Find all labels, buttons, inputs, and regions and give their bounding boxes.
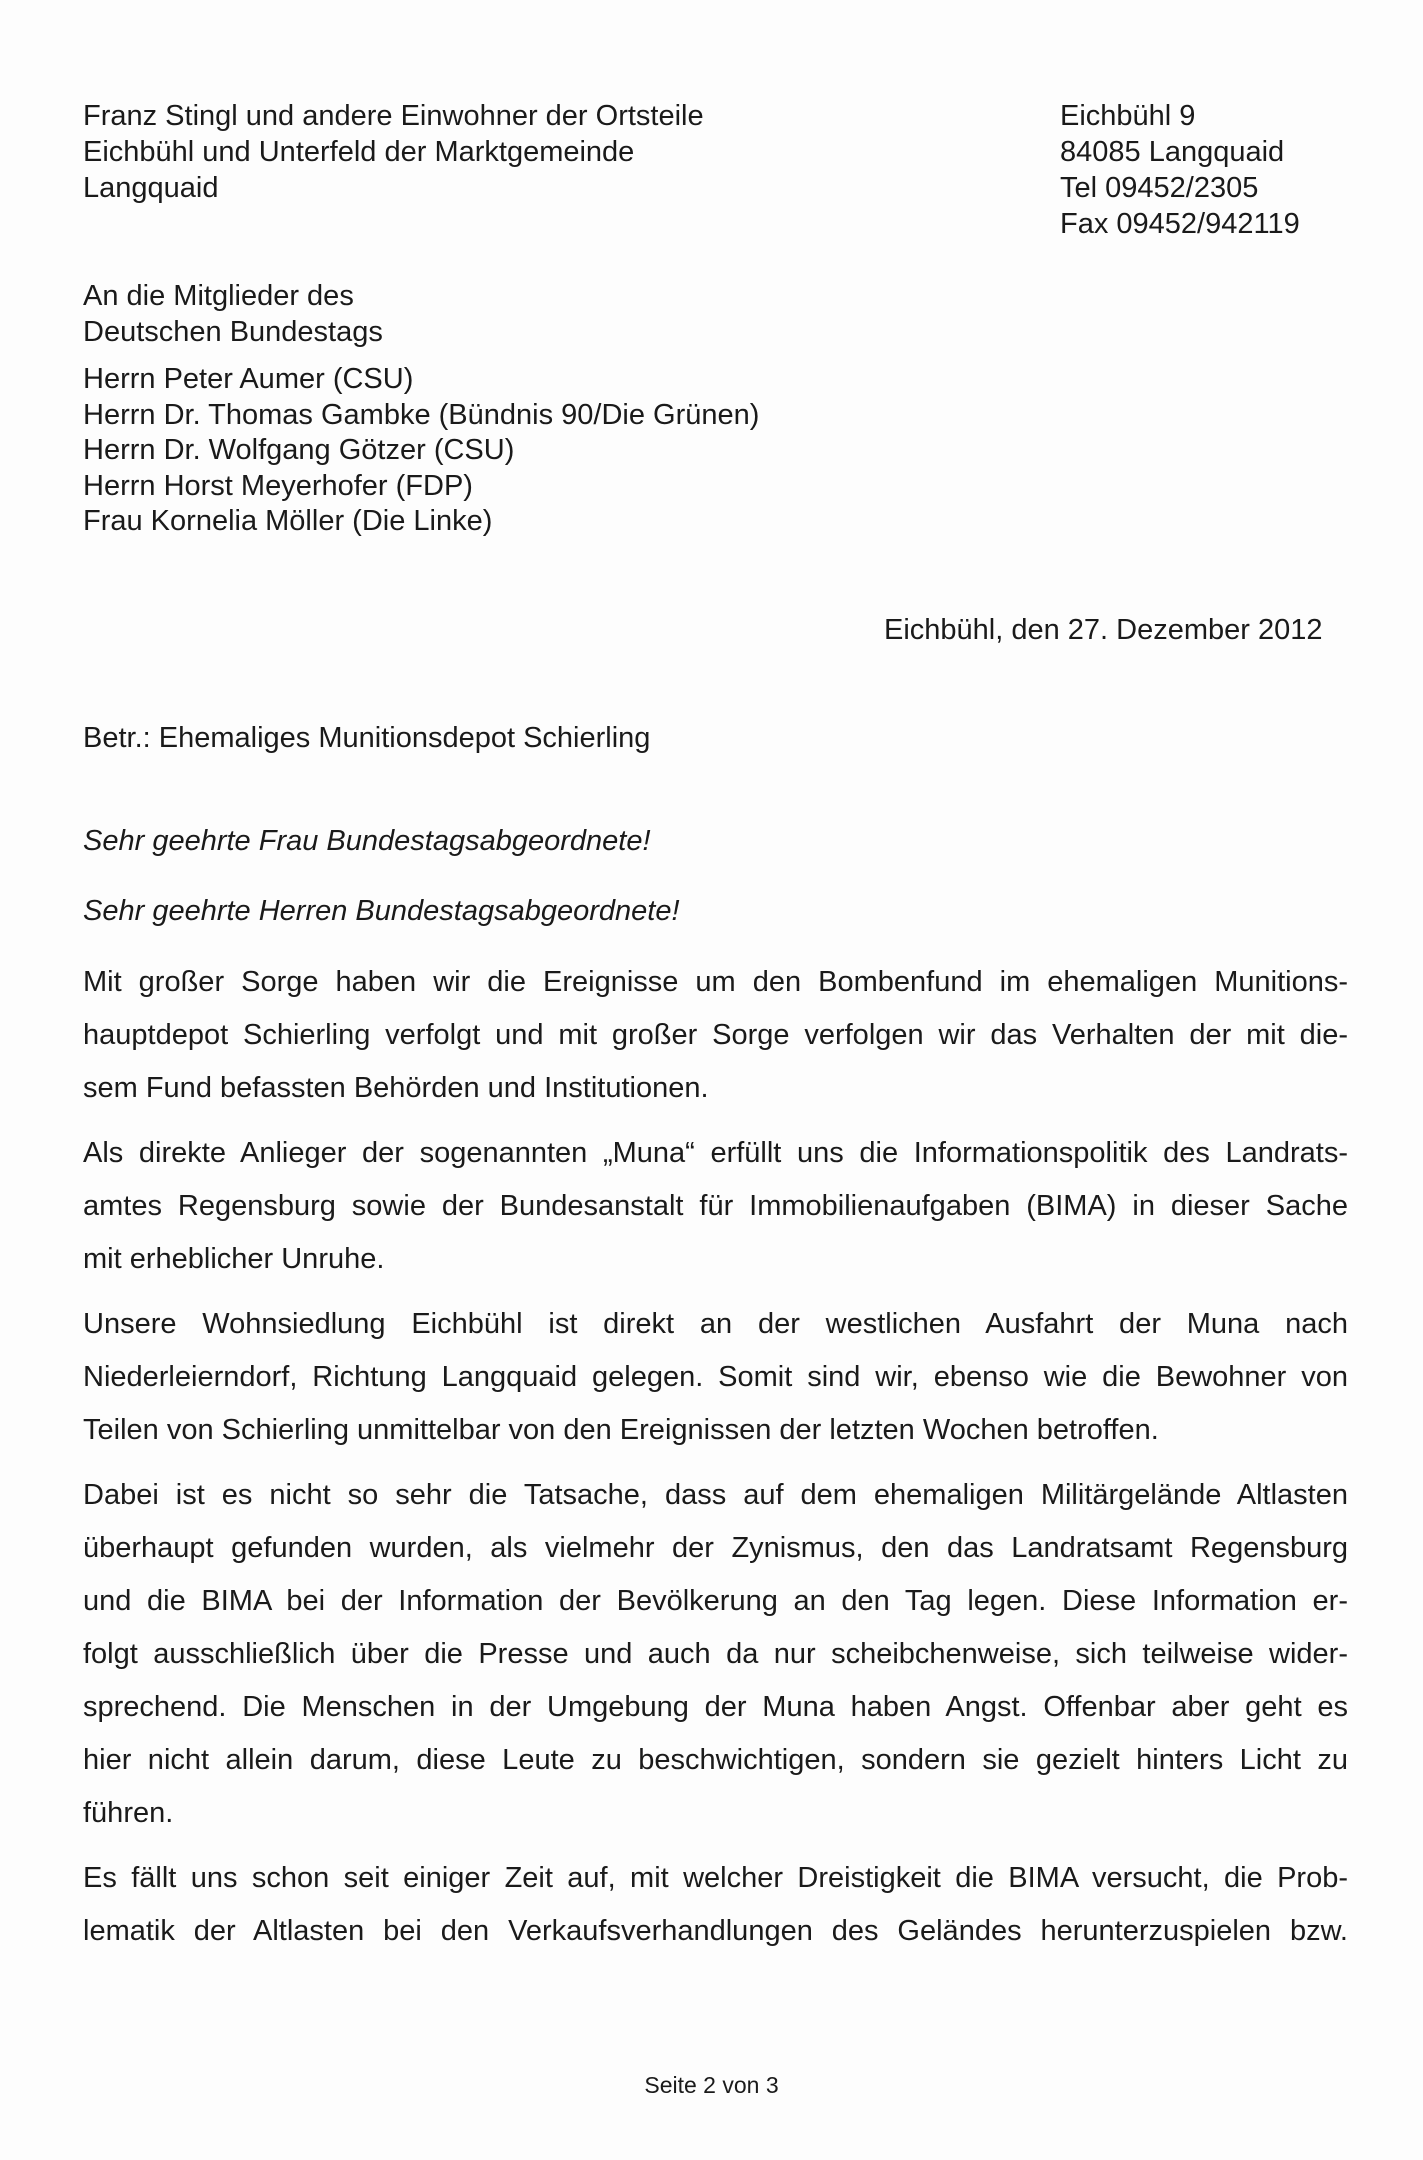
- recipient-name: Herrn Dr. Thomas Gambke (Bündnis 90/Die Grünen): [83, 398, 760, 431]
- body-line: amtes Regensburg sowie der Bundesanstalt für Immobilienaufgaben (BIMA) in dieser Sache: [83, 1190, 1348, 1222]
- recipient-list: [83, 362, 759, 540]
- body-line: und die BIMA bei der Information der Bevölkerung an den Tag legen. Diese Information er-: [83, 1585, 1348, 1617]
- sender-line: Eichbühl und Unterfeld der Marktgemeinde: [83, 136, 635, 168]
- body-line: mit erheblicher Unruhe.: [83, 1243, 385, 1275]
- salutation: Sehr geehrte Frau Bundestagsabgeordnete!: [83, 825, 651, 857]
- body-line: Als direkte Anlieger der sogenannten „Muna“ erfüllt uns die Informationspolitik des Landrats-: [83, 1137, 1348, 1169]
- salutation: Sehr geehrte Herren Bundestagsabgeordnete!: [83, 895, 680, 927]
- body-line: Dabei ist es nicht so sehr die Tatsache, dass auf dem ehemaligen Militärgelände Altlasten: [83, 1479, 1348, 1511]
- body-line: sprechend. Die Menschen in der Umgebung der Muna haben Angst. Offenbar aber geht es: [83, 1691, 1348, 1723]
- body-line: folgt ausschließlich über die Presse und auch da nur scheibchenweise, sich teilweise wider-: [83, 1638, 1348, 1670]
- body-paragraph: [83, 956, 1348, 1115]
- sender-line: Franz Stingl und andere Einwohner der Ortsteile: [83, 100, 704, 132]
- recipient-name: Herrn Peter Aumer (CSU): [83, 363, 414, 395]
- body-line: hauptdepot Schierling verfolgt und mit großer Sorge verfolgen wir das Verhalten der mit die-: [83, 1019, 1348, 1051]
- sender-address-block: [1060, 98, 1300, 242]
- body-line: hier nicht allein darum, diese Leute zu beschwichtigen, sondern sie gezielt hinters Licht zu: [83, 1744, 1348, 1776]
- body-line: lematik der Altlasten bei den Verkaufsverhandlungen des Geländes herunterzuspielen bzw.: [83, 1915, 1348, 1947]
- body-paragraph: [83, 1852, 1348, 1958]
- address-street: Eichbühl 9: [1060, 100, 1196, 132]
- sender-line: Langquaid: [83, 172, 219, 204]
- body-line: Es fällt uns schon seit einiger Zeit auf, mit welcher Dreistigkeit die BIMA versucht, die Prob-: [83, 1862, 1348, 1894]
- letter-subject: Betr.: Ehemaliges Munitionsdepot Schierling: [83, 722, 651, 754]
- address-phone: Tel 09452/2305: [1060, 172, 1259, 204]
- recipient-name: Herrn Dr. Wolfgang Götzer (CSU): [83, 434, 515, 466]
- body-line: Mit großer Sorge haben wir die Ereignisse um den Bombenfund im ehemaligen Munitions-: [83, 966, 1348, 998]
- recipient-name: Frau Kornelia Möller (Die Linke): [83, 505, 493, 537]
- body-paragraph: [83, 1127, 1348, 1286]
- recipient-heading-line: An die Mitglieder des: [83, 280, 354, 312]
- recipient-heading: [83, 278, 383, 350]
- body-line: Teilen von Schierling unmittelbar von den Ereignissen der letzten Wochen betroffen.: [83, 1414, 1159, 1446]
- body-line: Unsere Wohnsiedlung Eichbühl ist direkt an der westlichen Ausfahrt der Muna nach: [83, 1308, 1348, 1340]
- body-line: Niederleierndorf, Richtung Langquaid gelegen. Somit sind wir, ebenso wie die Bewohner von: [83, 1361, 1348, 1393]
- sender-block: [83, 98, 704, 206]
- recipient-name: Herrn Horst Meyerhofer (FDP): [83, 469, 473, 502]
- body-line: sem Fund befassten Behörden und Institutionen.: [83, 1072, 709, 1104]
- page-number: Seite 2 von 3: [644, 2072, 779, 2098]
- body-paragraph: [83, 1298, 1348, 1457]
- body-line: führen.: [83, 1797, 174, 1829]
- body-paragraph: [83, 1469, 1348, 1840]
- recipient-heading-line: Deutschen Bundestags: [83, 316, 383, 348]
- letter-date: Eichbühl, den 27. Dezember 2012: [884, 614, 1323, 646]
- address-fax: Fax 09452/942119: [1060, 208, 1300, 240]
- body-line: überhaupt gefunden wurden, als vielmehr der Zynismus, den das Landratsamt Regensburg: [83, 1532, 1348, 1564]
- address-city: 84085 Langquaid: [1060, 136, 1285, 168]
- letter-body: [83, 956, 1348, 1970]
